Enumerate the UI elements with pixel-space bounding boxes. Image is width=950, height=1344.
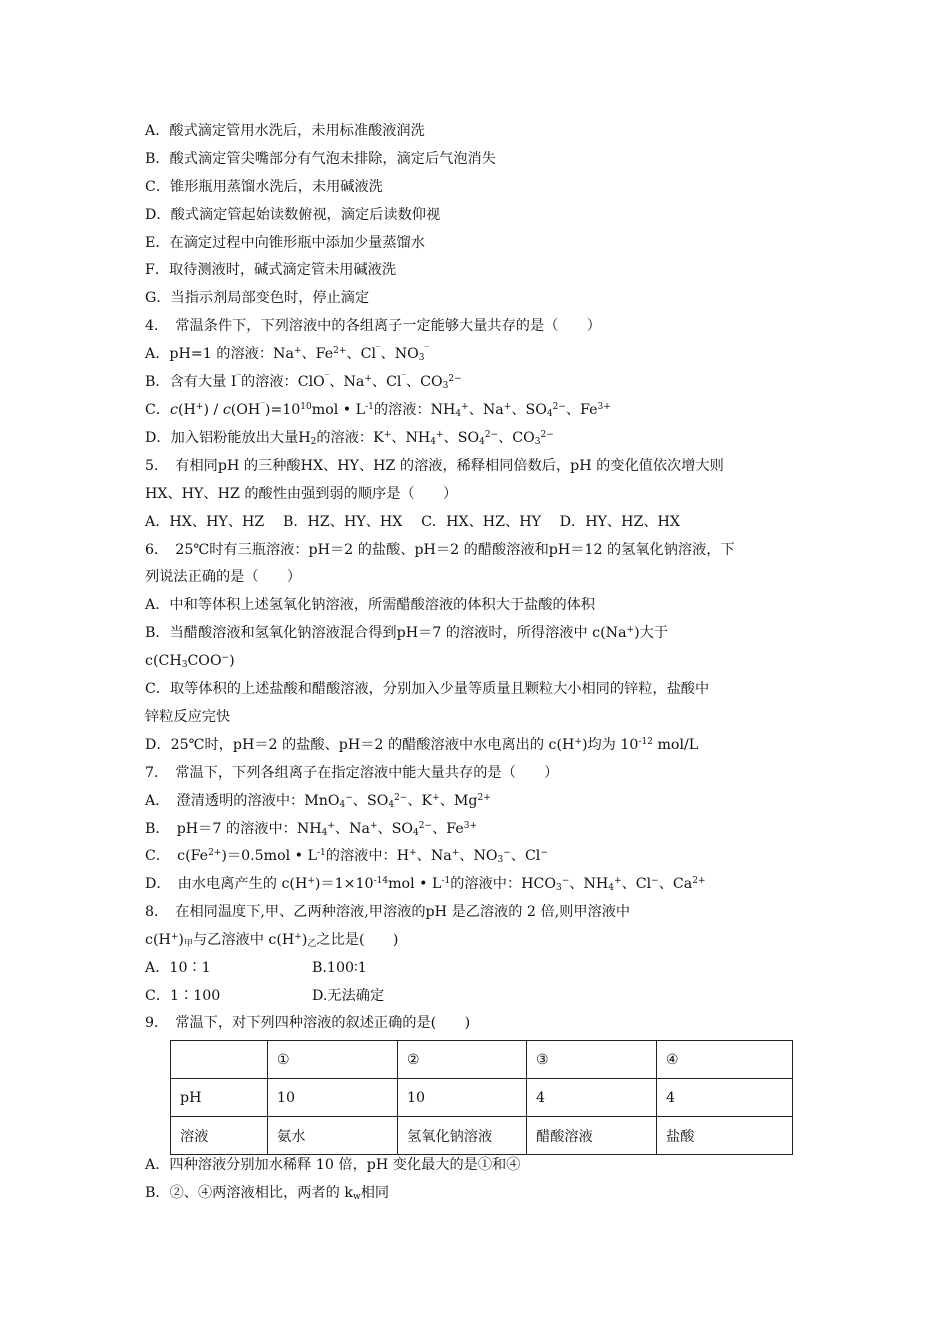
q3-option-g: G．当指示剂局部变色时，停止滴定 [145, 290, 370, 306]
table-cell: 4 [527, 1079, 657, 1117]
q3-option-c: C．锥形瓶用蒸馏水洗后，未用碱液洗 [145, 179, 383, 195]
q4-option-a: A．pH=1 的溶液：Na+、$Fe^{2+}$、Cl‾、$NO_3^‾$ [145, 346, 429, 363]
q3-option-b: B．酸式滴定管尖嘴部分有气泡未排除，滴定后气泡消失 [145, 151, 496, 167]
q4-stem: 4． 常温条件下，下列溶液中的各组离子一定能够大量共存的是（ ） [145, 318, 601, 334]
q9-solution-table [170, 1040, 793, 1155]
q4-option-c: C．$c(H^+) / c(OH^‾)=10^{10}mol$ • $L^{-1}$的溶液：$NH_4^+$、Na+、$SO_4^{2-}$、$Fe^{3+}$ [145, 402, 611, 419]
q6-option-b-line1: B．当醋酸溶液和氢氧化钠溶液混合得到pH＝7 的溶液时，所得溶液中 c(Na+)大于 [145, 625, 669, 641]
q6-option-d: D．25℃时，pH＝2 的盐酸、pH＝2 的醋酸溶液中水电离出的 c(H+)均为 $10^{-12}$ mol/L [145, 737, 699, 753]
table-cell: ③ [527, 1041, 657, 1079]
q5-stem-line1: 5． 有相同pH 的三种酸HX、HY、HZ 的溶液，稀释相同倍数后，pH 的变化值依次增大则 [145, 458, 724, 474]
q6-option-c-line2: 锌粒反应完快 [145, 709, 231, 725]
q7-option-d: D． 由水电离产生的 $c(H^+)=1\times 10^{-14}mol$ • $L^{-1}$的溶液中：$HCO_3^-$、$NH_4^+$、Cl−、$Ca^{2+}$ [145, 876, 706, 893]
table-cell: pH [171, 1079, 268, 1117]
q9-option-a: A．四种溶液分别加水稀释 10 倍，pH 变化最大的是①和④ [145, 1157, 521, 1173]
q6-option-b-line2: $c(CH_3COO^-)$ [145, 653, 235, 670]
table-cell: 4 [657, 1079, 793, 1117]
q9-option-b: B．②、④两溶液相比，两者的 $k_w$相同 [145, 1185, 390, 1202]
q7-option-a: A． 澄清透明的溶液中：MnO$_4$−、$SO_4^{2-}$、K+、$Mg^{2+}$ [145, 793, 491, 810]
table-cell: 10 [398, 1079, 527, 1117]
table-cell: 氢氧化钠溶液 [398, 1117, 527, 1155]
q3-option-a: A．酸式滴定管用水洗后，未用标准酸液润洗 [145, 123, 425, 139]
q3-option-d: D．酸式滴定管起始读数俯视，滴定后读数仰视 [145, 207, 441, 223]
table-row [171, 1117, 793, 1155]
q8-option-d: D.无法确定 [312, 988, 385, 1004]
q4-option-d: D．加入铝粉能放出大量$H_2$的溶液：K+、$NH_4^+$、$SO_4^{2-}$、$CO_3^{2-}$ [145, 430, 554, 447]
q8-option-a: A．10∶1 [145, 960, 211, 976]
table-row [171, 1079, 793, 1117]
q3-option-f: F．取待测液时，碱式滴定管未用碱液洗 [145, 262, 397, 278]
q7-stem: 7． 常温下，下列各组离子在指定溶液中能大量共存的是（ ） [145, 765, 559, 781]
q9-stem: 9． 常温下，对下列四种溶液的叙述正确的是( ) [145, 1015, 471, 1031]
table-cell: 醋酸溶液 [527, 1117, 657, 1155]
q7-option-b: B． pH＝7 的溶液中：$NH_4^+$、Na+、$SO_4^{2-}$、$Fe^{3+}$ [145, 821, 477, 838]
q4-option-b: B．含有大量 I‾的溶液：ClO‾、Na+、Cl‾、$CO_3^{2-}$ [145, 374, 462, 391]
table-cell: 10 [268, 1079, 398, 1117]
table-cell [171, 1041, 268, 1079]
q8-stem-line2: $c(H^+)_甲$与乙溶液中 $c(H^+)_乙$之比是( ) [145, 932, 399, 949]
q8-option-b: B.100∶1 [312, 960, 367, 976]
q8-option-c: C．1∶100 [145, 988, 221, 1004]
q6-stem-line2: 列说法正确的是（ ） [145, 569, 302, 585]
table-cell: 盐酸 [657, 1117, 793, 1155]
table-cell: 溶液 [171, 1117, 268, 1155]
q3-option-e: E．在滴定过程中向锥形瓶中添加少量蒸馏水 [145, 235, 425, 251]
table-cell: ④ [657, 1041, 793, 1079]
q6-option-a: A．中和等体积上述氢氧化钠溶液，所需醋酸溶液的体积大于盐酸的体积 [145, 597, 596, 613]
q6-option-c-line1: C．取等体积的上述盐酸和醋酸溶液，分别加入少量等质量且颗粒大小相同的锌粒，盐酸中 [145, 681, 710, 697]
q5-options: A．HX、HY、HZ B．HZ、HY、HX C．HX、HZ、HY D．HY、HZ、HX [145, 514, 681, 530]
table-cell: ② [398, 1041, 527, 1079]
table-cell: ① [268, 1041, 398, 1079]
q7-option-c: C． $c(Fe^{2+})=0.5mol$ • $L^{-1}$的溶液中：H+、Na+、$NO_3^-$、Cl− [145, 848, 548, 865]
table-header-row [171, 1041, 793, 1079]
table-cell: 氨水 [268, 1117, 398, 1155]
q8-stem-line1: 8． 在相同温度下,甲、乙两种溶液,甲溶液的pH 是乙溶液的 2 倍,则甲溶液中 [145, 904, 631, 920]
q5-stem-line2: HX、HY、HZ 的酸性由强到弱的顺序是（ ） [145, 486, 458, 502]
q6-stem-line1: 6． 25℃时有三瓶溶液：pH＝2 的盐酸、pH＝2 的醋酸溶液和pH＝12 的氢氧化钠溶液，下 [145, 542, 735, 558]
